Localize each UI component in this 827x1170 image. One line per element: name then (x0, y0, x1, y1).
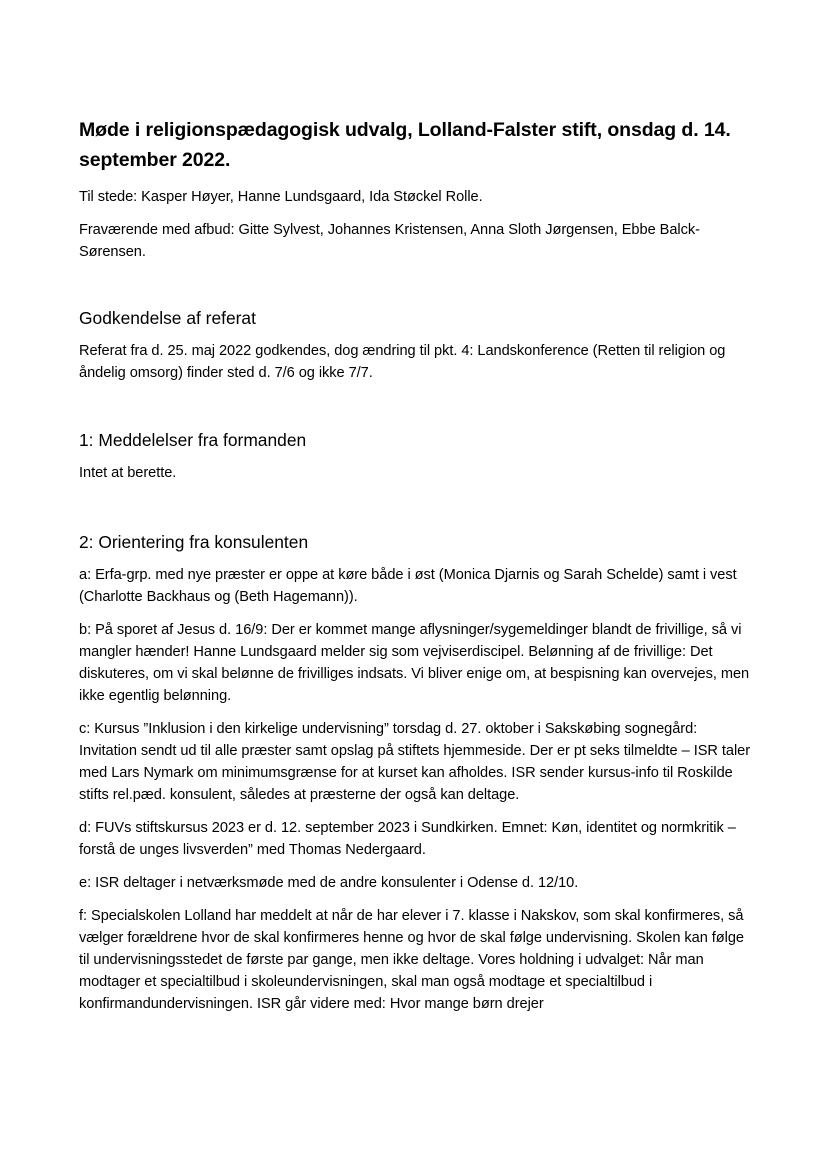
section-paragraph: a: Erfa-grp. med nye præster er oppe at køre både i øst (Monica Djarnis og Sarah Schelde) samt i vest (Charlotte Backhaus og (Beth Hagemann)). (79, 567, 737, 605)
section-approval (79, 306, 751, 384)
section-paragraph: Referat fra d. 25. maj 2022 godkendes, dog ændring til pkt. 4: Landskonference (Retten til religion og åndelig omsorg) finder sted d. 7/6 og ikke 7/7. (79, 343, 726, 381)
section-heading: Godkendelse af referat (79, 308, 256, 328)
attendees-text: Til stede: Kasper Høyer, Hanne Lundsgaard, Ida Støckel Rolle. (79, 189, 483, 205)
section-consultant-briefing (79, 530, 751, 1015)
document-page (79, 115, 751, 1026)
section-paragraph: d: FUVs stiftskursus 2023 er d. 12. september 2023 i Sundkirken. Emnet: Køn, identitet og normkritik – forstå de unges livsverden” med Thomas Nedergaard. (79, 820, 736, 858)
section-paragraph: Intet at berette. (79, 465, 177, 481)
absentees-text: Fraværende med afbud: Gitte Sylvest, Johannes Kristensen, Anna Sloth Jørgensen, Ebbe Balck-Sørensen. (79, 222, 700, 260)
section-paragraph: b: På sporet af Jesus d. 16/9: Der er kommet mange aflysninger/sygemeldinger blandt de frivillige, så vi mangler hænder! Hanne Lundsgaard melder sig som vejviserdiscipel. Belønning af de frivillige: Det diskuteres, om vi skal belønne de frivilliges indsats. Vi bliver enige om, at bespisning kan overvejes, men ikke egentlig belønning. (79, 622, 750, 704)
section-paragraph: e: ISR deltager i netværksmøde med de andre konsulenter i Odense d. 12/10. (79, 875, 579, 891)
section-chair-announcements (79, 428, 751, 484)
document-title: Møde i religionspædagogisk udvalg, Lolland-Falster stift, onsdag d. 14. september 2022. (79, 119, 731, 171)
section-heading: 2: Orientering fra konsulenten (79, 532, 309, 552)
section-paragraph: f: Specialskolen Lolland har meddelt at når de har elever i 7. klasse i Nakskov, som skal konfirmeres, så vælger forældrene hvor de skal konfirmeres henne og hvor de skal følge undervisning. Skolen kan følge til undervisningsstedet de første par gange, men ikke deltage. Vores holdning i udvalget: Når man modtager et specialtilbud i skoleundervisningen, skal man også modtage et specialtilbud i konfirmandundervisningen. ISR går videre med: Hvor mange børn drejer (79, 908, 744, 1012)
section-paragraph: c: Kursus ”Inklusion i den kirkelige undervisning” torsdag d. 27. oktober i Sakskøbing sognegård: Invitation sendt ud til alle præster samt opslag på stiftets hjemmeside. Der er pt seks tilmeldte – ISR taler med Lars Nymark om minimumsgrænse for at kurset kan afholdes. ISR sender kursus-info til Roskilde stifts rel.pæd. konsulent, således at præsterne der også kan deltage. (79, 721, 751, 803)
section-heading: 1: Meddelelser fra formanden (79, 430, 307, 450)
